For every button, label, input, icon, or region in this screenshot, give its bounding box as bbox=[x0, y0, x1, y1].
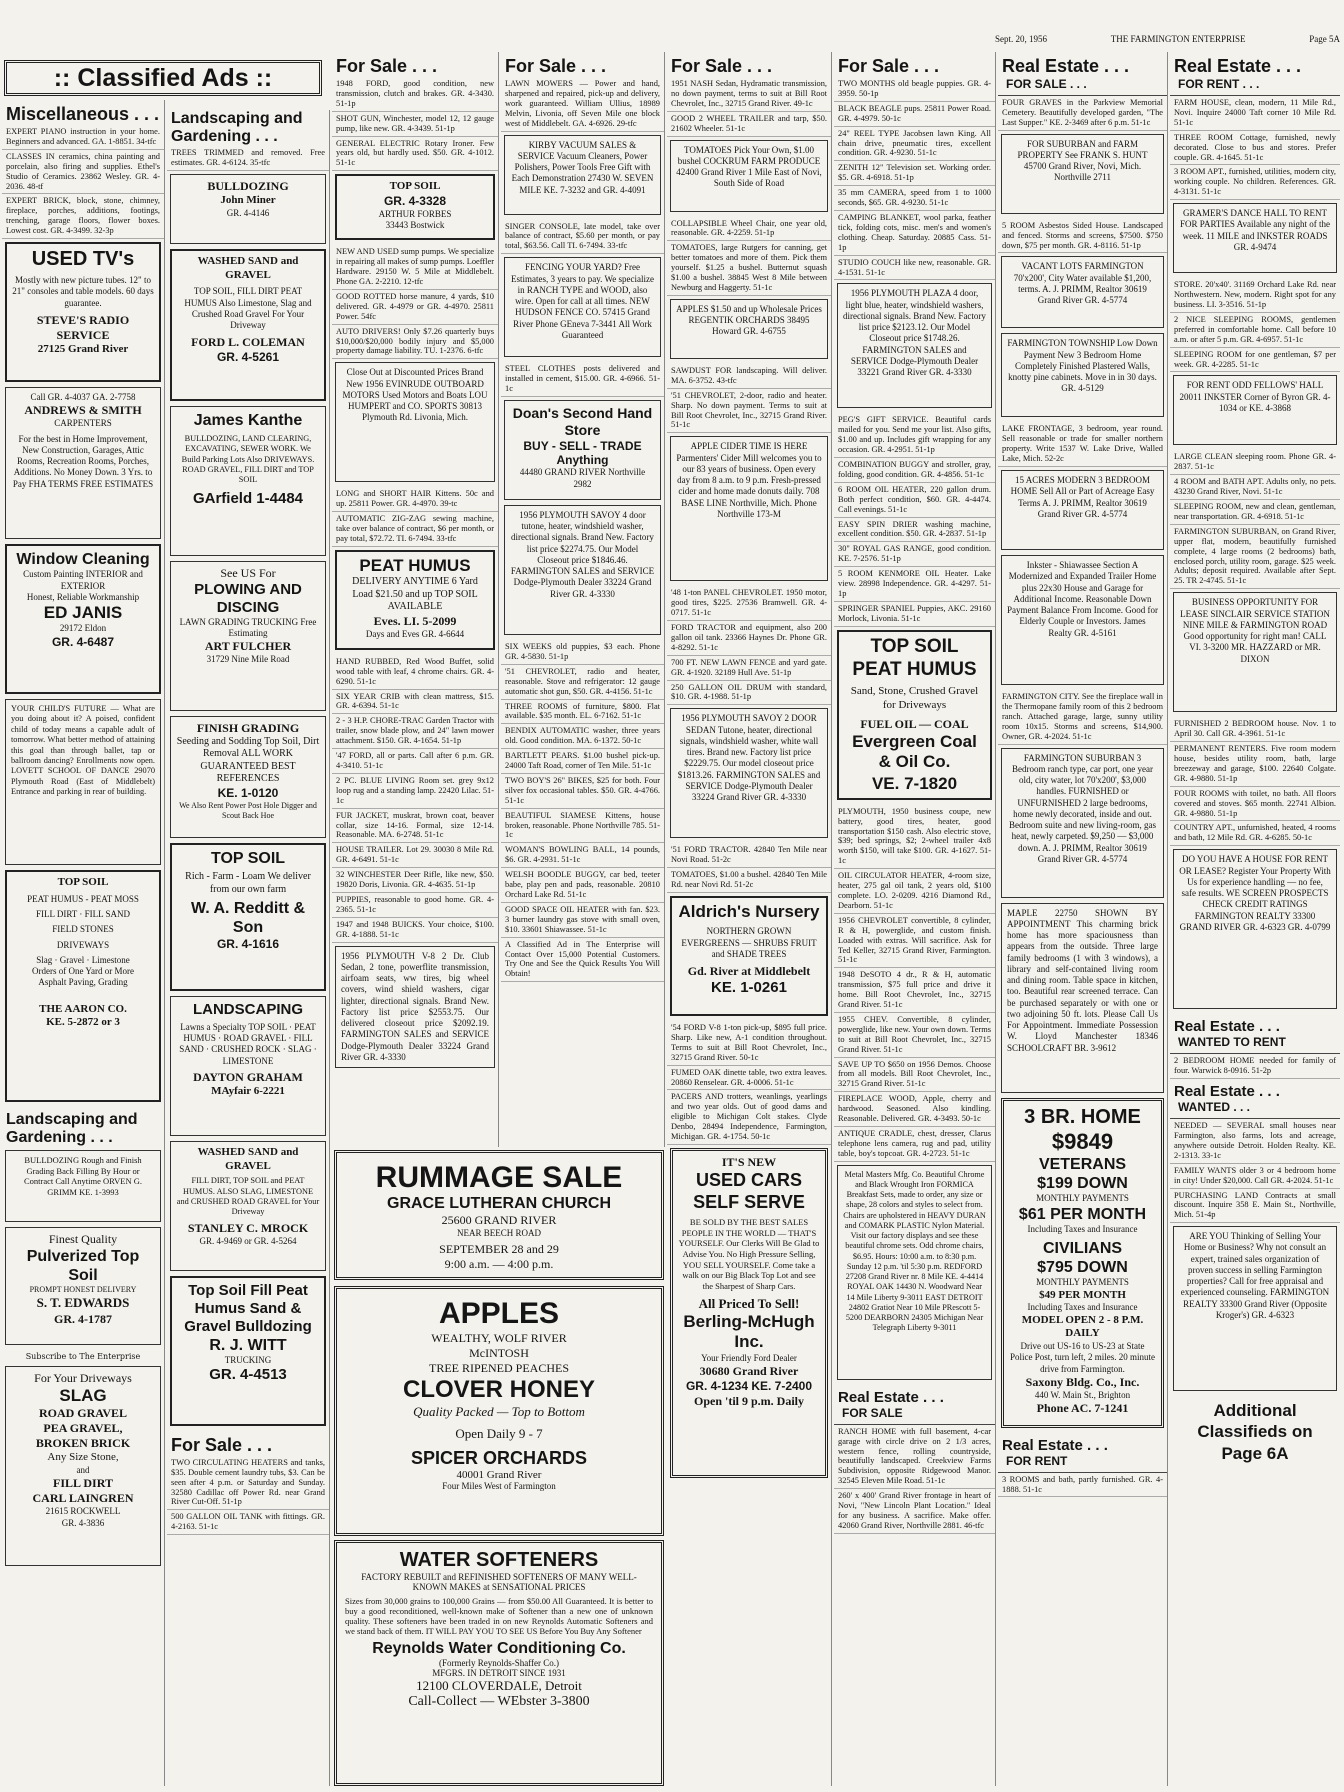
classified-ads-banner: :: Classified Ads :: bbox=[4, 60, 322, 96]
classified-item: ANTIQUE CRADLE, chest, dresser, Clarus telephone lens camera, rug and pad, utility table, boy's topcoat. GR. 4-2723. 51-1c bbox=[834, 1127, 995, 1162]
classified-item: TOMATOES, $1.00 a bushel. 42840 Ten Mile Rd. near Novi Rd. 51-2c bbox=[667, 868, 831, 893]
classified-item: EXPERT PIANO instruction in your home. Beginners and advanced. GA. 1-8851. 34-tfc bbox=[2, 125, 164, 150]
classified-item: FOUR GRAVES in the Parkview Memorial Cemetery. Beautifully developed garden, "The Last Supper." KE. 2-3469 after 6 p.m. 51-1c bbox=[998, 96, 1167, 131]
ad-cockrum-tomatoes: TOMATOES Pick Your Own, $1.00 bushel COCKRUM FARM PRODUCE 42400 Grand River 1 Mile East of Novi, South Side of Road bbox=[670, 140, 828, 212]
classified-item: SIX YEAR CRIB with clean mattress, $15. GR. 4-6394. 51-1c bbox=[332, 690, 498, 715]
classified-item: STEEL CLOTHES posts delivered and installed in cement, $15.00. GR. 4-6966. 51-1c bbox=[501, 362, 664, 397]
section-heading-landscaping-2: Landscaping and Gardening . . . bbox=[171, 110, 303, 145]
ad-aaron-co: TOP SOIL PEAT HUMUS - PEAT MOSS FILL DIRT · FILL SAND FIELD STONES DRIVEWAYS Slag · Gravel · Limestone Orders of One Yard or More Asphalt Paving, Grading THE AARON CO. KE. 5-2872 or 3 bbox=[5, 870, 161, 1102]
classified-item: TWO CIRCULATING HEATERS and tanks, $35. Double cement laundry tubs, $3. Can be seen after 4 p.m. or Saturday and Sunday. 32580 Cadillac off Power Rd. near Grand River Cut-Off. 51-1p bbox=[167, 1456, 329, 1511]
classified-item: PEG'S GIFT SERVICE. Beautiful cards mailed for you. Send me your list. Also gifts, $1.00 and up. Includes gift wrapping for any occasion. GR. 4-2951. 51-1p bbox=[834, 413, 995, 458]
ad-gramers-dance-hall: GRAMER'S DANCE HALL TO RENT FOR PARTIES Available any night of the week. 11 MILE and INKSTER ROADS GR. 4-9474 bbox=[1173, 203, 1337, 273]
classified-item: 1951 NASH Sedan, Hydramatic transmission, no down payment, terms to suit at Bill Root Chevrolet, Inc., 32715 Grand River. 49-1c bbox=[667, 77, 831, 112]
classified-item: '54 FORD V-8 1-ton pick-up, $895 full price. Sharp. Like new, A-1 condition throughout. Terms to suit at Bill Root Chevrolet, Inc., 32715 Grand River. 50-1c bbox=[667, 1021, 831, 1066]
classified-item: CAMPING BLANKET, wool parka, feather tick, folding cots, misc. men's and women's clothing. Cheap. Saturday. 20885 Cass. 51-1p bbox=[834, 211, 995, 256]
ad-evergreen-coal: TOP SOIL PEAT HUMUS Sand, Stone, Crushed Gravel for Driveways FUEL OIL — COAL Evergreen Coal & Oil Co. VE. 7-1820 bbox=[837, 630, 992, 800]
classified-item: SAWDUST FOR landscaping. Will deliver. MA. 6-3752. 43-tfc bbox=[667, 364, 831, 389]
ad-plymouth-v8: 1956 PLYMOUTH V-8 2 Dr. Club Sedan, 2 tone, powerflite transmission, airfoam seats, ww tires, big wheel covers, wind shield washers, cigar lighter, directional signals. Brand New. Factory list price $2553.75. Our delivered closeout price $2092.19. FARMINGTON SALES and SERVICE Dodge-Plymouth Dealer 33224 Grand River GR. 4-3330 bbox=[335, 946, 495, 1069]
ad-frank-hunt: FOR SUBURBAN and FARM PROPERTY See FRANK S. HUNT 45700 Grand River, Novi, Mich. Northville 2711 bbox=[1001, 134, 1164, 214]
section-heading-real-estate-wanted-rent: Real Estate . . . bbox=[1174, 1018, 1280, 1036]
page-header bbox=[995, 34, 1340, 48]
ad-farmington-suburban: FARMINGTON SUBURBAN 3 Bedroom ranch type, car port, one year old, city water, lot 70'x200', $3,000 handles. FURNISHED or UNFURNISHED 2 large bedrooms, home newly decorated, inside and out. Bedroom suite and new living-room, gas heat, newly carpeted. $9,250 — $3,000 down. A. J. PRIMM, Realtor 30619 Grand River GR. 4-5774 bbox=[1001, 748, 1164, 898]
classified-item: RANCH HOME with full basement, 4-car garage with circle drive on 2 1/3 acres, western fence, rolling countryside, beautifully landscaped. Creekview Farms Subdivision, opposite Ridgewood Manor. 32545 Eleven Mile Road. 51-1c bbox=[834, 1425, 995, 1489]
classified-item: 1948 FORD, good condition, new transmission, clutch and brakes. GR. 4-3430. 51-1p bbox=[332, 77, 498, 112]
subscribe-note: Subscribe to The Enterprise bbox=[25, 1352, 141, 1362]
classified-item: STUDIO COUCH like new, reasonable. GR. 4-1531. 51-1c bbox=[834, 256, 995, 281]
section-heading-real-estate-7: Real Estate . . . bbox=[1002, 56, 1130, 76]
ad-business-opportunity: BUSINESS OPPORTUNITY FOR LEASE SINCLAIR SERVICE STATION NINE MILE & FARMINGTON ROAD Good opportunity for right man! CALL VI. 3-3200 MR. HAZZARD or MR. DIXON bbox=[1173, 592, 1337, 712]
classified-item: SIX WEEKS old puppies, $3 each. Phone GR. 4-5830. 51-1p bbox=[501, 640, 664, 665]
ad-aldrichs-nursery: Aldrich's Nursery NORTHERN GROWN EVERGREENS — SHRUBS FRUIT and SHADE TREES Gd. River at Middlebelt KE. 1-0261 bbox=[670, 896, 828, 1016]
classified-item: HAND RUBBED, Red Wood Buffet, solid wood table with leaf, 4 chrome chairs. GR. 4-6290. 51-1c bbox=[332, 655, 498, 690]
ad-reynolds-water: WATER SOFTENERS FACTORY REBUILT and REFINISHED SOFTENERS OF MANY WELL-KNOWN MAKES at SENSATIONAL PRICES Sizes from 30,000 grains to 100,000 Grains — from $50.00 All Guaranteed. It is better to buy a good reconditioned, well-known make of Softener than a new one of unknown quality. These softeners have been traded in on new Reynolds Automatic Softeners and we stand back of them. IT WILL PAY YOU TO SEE US Before You Buy Any Softener Reynolds Water Conditioning Co. (Formerly Reynolds-Shaffer Co.) MFGRS. IN DETROIT SINCE 1931 12100 CLOVERDALE, Detroit Call-Collect — WEbster 3-3800 bbox=[334, 1540, 664, 1786]
classified-item: GOOD SPACE OIL HEATER with fan. $23. 3 burner laundry gas stove with small oven, $10. 33601 Shiawassee. 51-1c bbox=[501, 903, 664, 938]
ad-doans-store: Doan's Second Hand Store BUY - SELL - TRADE Anything 44480 GRAND RIVER Northville 2982 bbox=[504, 400, 661, 500]
section-subheading-for-rent: FOR RENT bbox=[998, 1454, 1167, 1473]
classified-item: NEEDED — SEVERAL small houses near Farmington, also farms, lots and acreage, anywhere outside Detroit. Holden Realty. KE. 2-1313. 33-1c bbox=[1170, 1119, 1340, 1164]
ad-metal-masters: Metal Masters Mfg. Co. Beautiful Chrome and Black Wrought Iron FORMICA Breakfast Sets, made to order, any size or shape, 28 colors and styles to select from. Chairs are upholstered in HEAVY DURAN and COMARK PLASTIC Nylon Material. Visit our factory displays and see these beautiful chrome sets. Odd chrome chairs, $6.95. Hours: 10:00 a.m. to 8:30 p.m. Sunday 12 p.m. 'til 5:30 p.m. REDFORD 27208 Grand River nr. 8 Mile KE. 4-4414 ROYAL OAK 14430 N. Woodward Near 14 Mile Liberty 9-3011 EAST DETROIT 24802 Gratiot Near 10 Mile PRescott 5-5200 DEARBORN 24305 Michigan Near Telegraph Liberty 9-3011 bbox=[837, 1165, 992, 1380]
classified-item: PLYMOUTH, 1950 business coupe, new battery, good tires, heater, good transportation $150 cash. Also electric stove, $39; bed springs, $2; 2-wheel trailer 4x8 worth $150, will take $100. GR. 4-1627. 51-1c bbox=[834, 805, 995, 869]
ad-redditt-top-soil: TOP SOIL Rich - Farm - Loam We deliver from our own farm W. A. Redditt & Son GR. 4-1616 bbox=[170, 843, 326, 991]
ad-spicer-orchards: APPLES WEALTHY, WOLF RIVER McINTOSH TREE RIPENED PEACHES CLOVER HONEY Quality Packed — Top to Bottom Open Daily 9 - 7 SPICER ORCHARDS 40001 Grand River Four Miles West of Farmington bbox=[334, 1286, 664, 1536]
classified-item: BEAUTIFUL SIAMESE Kittens, house broken, reasonable. Phone Northville 785. 51-1c bbox=[501, 809, 664, 844]
classified-item: 3 ROOMS and bath, partly furnished. GR. 4-1888. 51-1c bbox=[998, 1473, 1167, 1498]
classified-item: LAWN MOWERS — Power and hand, sharpened and repaired, pick-up and delivery, work guaranteed. William Ullius, 18989 Melvin, Livonia, off Seven Mile one block west of Middlebelt. GA. 4-6926. 29-tfc bbox=[501, 77, 664, 132]
ad-grimm-bulldozing: BULLDOZING Rough and Finish Grading Back Filling By Hour or Contract Call Anytime ORVEN G. GRIMM KE. 1-3993 bbox=[5, 1150, 161, 1222]
classified-item: 1948 DeSOTO 4 dr., R & H, automatic transmission, $75 full price and drive it home. Bill Root Chevrolet, Inc., 32715 Grand River. 51-1c bbox=[834, 968, 995, 1013]
ad-window-cleaning: Window Cleaning Custom Painting INTERIOR and EXTERIOR Honest, Reliable Workmanship ED JANIS 29172 Eldon GR. 4-6487 bbox=[5, 544, 161, 694]
ad-farmington-township: FARMINGTON TOWNSHIP Low Down Payment New 3 Bedroom Home Completely Finished Plastered Walls, knotty pine cabinets. Move in in 30 days. GR. 4-5129 bbox=[1001, 333, 1164, 417]
classified-item: SAVE UP TO $650 on 1956 Demos. Choose from all models. Bill Root Chevrolet, Inc., 32715 Grand River. 51-1c bbox=[834, 1058, 995, 1093]
classified-item: '51 CHEVROLET, radio and heater, reasonable. Stove and refrigerator: 12 gauge automatic shot gun, $50. GR. 4-4156. 51-1c bbox=[501, 665, 664, 700]
ad-farmington-realty-rent: DO YOU HAVE A HOUSE FOR RENT OR LEASE? Register Your Property With Us for experience handling — no fee, safe results. WE SCREEN PROSPECTS CHECK CREDIT RATINGS FARMINGTON REALTY 33300 GRAND RIVER GR. 4-6323 GR. 4-0799 bbox=[1173, 849, 1337, 1009]
ad-farmington-realty-selling: ARE YOU Thinking of Selling Your Home or Business? Why not consult an expert, trained sales organization of proven success in selling Farmington properties? Call for free appraisal and experienced counseling. FARMINGTON REALTY 33300 Grand River (Opposite Kroger's) GR. 4-6323 bbox=[1173, 1226, 1337, 1391]
classified-item: AUTO DRIVERS! Only $7.26 quarterly buys $10,000/$20,000 bodily injury and $5,000 property damage liability. TU. 1-2376. 6-tfc bbox=[332, 325, 498, 360]
classified-item: EASY SPIN DRIER washing machine, excellent condition. $50. GR. 4-2837. 51-1p bbox=[834, 518, 995, 543]
column-8 bbox=[1170, 52, 1340, 1786]
classified-item: SPRINGER SPANIEL Puppies, AKC. 29160 Morlock, Livonia. 51-1c bbox=[834, 602, 995, 627]
column-5 bbox=[667, 52, 832, 1786]
classified-item: 1947 and 1948 BUICKS. Your choice, $100. GR. 4-1888. 51-1c bbox=[332, 918, 498, 943]
classified-item: FURNISHED 2 BEDROOM house. Nov. 1 to April 30. Call GR. 4-3961. 51-1c bbox=[1170, 717, 1340, 742]
classified-item: PERMANENT RENTERS. Five room modern house, besides utility room, bath, large breezeway and garage, $100. 22640 Colgate. GR. 4-9880. 51-1p bbox=[1170, 742, 1340, 787]
ad-maple-22750: MAPLE 22750 SHOWN BY APPOINTMENT This charming brick home has more spaciousness than appears from the outside. Three large family bedrooms (1 with 3 windows), a library and self-contained living room and dining room. Table space in kitchen, too. Beautiful rear screened terrace. Can be purchased separately or with one or two adjoining 50 ft. lots. Please Call Us For Appointment. Immediate Possession W. Lloyd Manchester 18346 SCHOOLCRAFT BR. 3-9612 bbox=[1001, 903, 1164, 1093]
classified-item: GENERAL ELECTRIC Rotary Ironer. Few years old, but hardly used. $50. GR. 4-1012. 51-1c bbox=[332, 137, 498, 172]
classified-item: TREES TRIMMED and removed. Free estimates. GR. 4-6124. 35-tfc bbox=[167, 146, 329, 171]
classified-item: OIL CIRCULATOR HEATER, 4-room size, heater, 275 gal oil tank, 2 years old, $100 complete. LO. 2-0209. 4216 Diamond Rd., Dearborn. 51-1c bbox=[834, 869, 995, 914]
classified-item: 32 WINCHESTER Deer Rifle, like new, $50. 19820 Doris, Livonia. GR. 4-4635. 51-1p bbox=[332, 868, 498, 893]
classified-item: SLEEPING ROOM, new and clean, gentleman, near transportation. GR. 4-6918. 51-1c bbox=[1170, 500, 1340, 525]
classified-item: CLASSES IN ceramics, china painting and porcelain, also firing and supplies. Ethel's Studio of Ceramics. 23862 Wesley. GR. 4-2036. 48-tf bbox=[2, 150, 164, 195]
classified-item: A Classified Ad in The Enterprise will Contact Over 15,000 Potential Customers. Try One and See the Quick Results You Will Obtain! bbox=[501, 938, 664, 983]
classified-item: FOUR ROOMS with toilet, no bath. All floors covered and stoves. $65 month. 22741 Albion. GR. 4-9880. 51-1p bbox=[1170, 787, 1340, 822]
section-heading-real-estate-6: Real Estate . . . bbox=[838, 1388, 944, 1406]
ad-rummage-sale: RUMMAGE SALE GRACE LUTHERAN CHURCH 25600 GRAND RIVER NEAR BEECH ROAD SEPTEMBER 28 and 29 9:00 a.m. — 4:00 p.m. bbox=[334, 1150, 664, 1280]
ad-evinrude-outboard: Close Out at Discounted Prices Brand New 1956 EVINRUDE OUTBOARD MOTORS Used Motors and Boats LOU HUMPERT and CO. SPORTS 30813 Plymouth Rd. Livonia, Mich. bbox=[335, 362, 495, 482]
section-subheading-wanted-to-rent: WANTED TO RENT bbox=[1170, 1035, 1340, 1054]
classified-item: 500 GALLON OIL TANK with fittings. GR. 4-2163. 51-1c bbox=[167, 1510, 329, 1535]
classified-item: EXPERT BRICK, block, stone, chimney, fireplace, porches, additions, footings, trenching, garage floors, flower boxes. Lowest cost. GR. 4-3499. 32-3p bbox=[2, 194, 164, 239]
classified-item: 2 BEDROOM HOME needed for family of four. Warwick 8-0916. 51-2p bbox=[1170, 1054, 1340, 1079]
section-subheading-wanted: WANTED . . . bbox=[1170, 1100, 1340, 1119]
classified-item: COLLAPSIBLE Wheel Chair, one year old, reasonable. GR. 4-2259. 51-1p bbox=[667, 217, 831, 242]
classified-item: '47 FORD, all or parts. Call after 6 p.m. GR. 4-3410. 51-1c bbox=[332, 749, 498, 774]
section-subheading-for-rent-8: FOR RENT . . . bbox=[1170, 77, 1340, 96]
column-6 bbox=[834, 52, 996, 1786]
classified-item: 30" ROYAL GAS RANGE, good condition. KE. 7-2576. 51-1p bbox=[834, 542, 995, 567]
ad-kirby-vacuum: KIRBY VACUUM SALES & SERVICE Vacuum Cleaners, Power Polishers, Power Tools Free Gift with Each Demonstration 27430 W. SEVEN MILE KE. 7-3232 and GR. 4-4091 bbox=[504, 135, 661, 215]
classified-item: THREE ROOMS of furniture, $800. Flat available. $35 month. EL. 6-7162. 51-1c bbox=[501, 700, 664, 725]
page-number: Page 5A bbox=[1309, 34, 1340, 44]
ad-john-miner: BULLDOZING John Miner GR. 4-4146 bbox=[170, 174, 326, 244]
classified-item: WELSH BOODLE BUGGY, car bed, teeter babe, play pen and pads, reasonable. 20810 Orchard Lake Rd. 51-1c bbox=[501, 868, 664, 903]
ad-dance-school: YOUR CHILD'S FUTURE — What are you doing about it? A poised, confident child of today means a capable adult of tomorrow. What better method of attaining this goal than through ballet, tap or ballroom dancing? Enrollments now open. LOVETT SCHOOL OF DANCE 29070 Plymouth Road (East of Middlebelt) Entrance and parking in rear of building. bbox=[5, 699, 161, 865]
ad-regentik-apples: APPLES $1.50 and up Wholesale Prices REGENTIK ORCHARDS 38495 Howard GR. 4-6755 bbox=[670, 299, 828, 359]
section-heading-landscaping: Landscaping and Gardening . . . bbox=[6, 1111, 138, 1147]
classified-item: 24" REEL TYPE Jacobsen lawn King. All chain drive, pneumatic tires, excellent condition. GR. 4-9230. 51-1c bbox=[834, 127, 995, 162]
classified-item: 2 - 3 H.P. CHORE-TRAC Garden Tractor with trailer, snow blade plow, and 24" lawn mower attachment. $150. GR. 4-1654. 51-1p bbox=[332, 714, 498, 749]
column-2 bbox=[167, 110, 330, 1786]
additional-classifieds-note: Additional Classifieds on Page 6A bbox=[1197, 1401, 1313, 1463]
classified-item: PACERS AND trotters, weanlings, yearlings and two year olds. Out of good dams and eligible to Michigan Colt stakes. Clyde Denbo, 28494 Independence, Farmington, Michigan. GR. 4-1754. 50-1c bbox=[667, 1090, 831, 1145]
classified-item: '51 FORD TRACTOR. 42840 Ten Mile near Novi Road. 51-2c bbox=[667, 843, 831, 868]
classified-item: GOOD 2 WHEEL TRAILER and tarp, $50. 21602 Wheeler. 51-1c bbox=[667, 112, 831, 137]
ad-apple-cider: APPLE CIDER TIME IS HERE Parmenters' Cider Mill welcomes you to our 83 years of business. Open every day from 8 a.m. to 9 p.m. Fresh-pressed cider and home made donuts daily. 708 BASE LINE Northville, Mich. Phone Northville 173-M bbox=[670, 436, 828, 581]
classified-item: BLACK BEAGLE pups. 25811 Power Road. GR. 4-4979. 50-1c bbox=[834, 102, 995, 127]
classified-item: BARTLETT PEARS. $1.00 bushel pick-up. 24000 Taft Road, corner of Ten Mile. 51-1c bbox=[501, 749, 664, 774]
classified-item: 1956 CHEVROLET convertible, 8 cylinder, R & H, powerglide, and custom finish. Loaded with extras. Will sacrifice. Ask for Ted Keller, 32715 Grand River, Farmington. 51-1c bbox=[834, 914, 995, 969]
section-heading-for-sale-4: For Sale . . . bbox=[505, 56, 607, 76]
classified-item: LONG and SHORT HAIR Kittens. 50c and up. 25811 Power. GR. 4-4970. 39-tc bbox=[332, 487, 498, 512]
section-heading-for-sale-3: For Sale . . . bbox=[336, 56, 438, 76]
column-3 bbox=[332, 52, 499, 1147]
classified-item: LAKE FRONTAGE, 3 bedroom, year round. Sell reasonable or trade for smaller northern property. Write 1537 W. Lake Drive, Walled Lake, Mich. 52-2c bbox=[998, 422, 1167, 467]
classified-item: FIREPLACE WOOD, Apple, cherry and hardwood. Seasoned. Also kindling. Reasonable. Delivered. GR. 4-3493. 50-1c bbox=[834, 1092, 995, 1127]
ad-saxony-homes: 3 BR. HOME $9849 VETERANS $199 DOWN MONTHLY PAYMENTS $61 PER MONTH Including Taxes and Insurance CIVILIANS $795 DOWN MONTHLY PAYMENTS $49 PER MONTH Including Taxes and Insurance MODEL OPEN 2 - 8 P.M. DAILY Drive out US-16 to US-23 at State Police Post, turn left, 2 miles. 20 minute drive from Farmington. Saxony Bldg. Co., Inc. 440 W. Main St., Brighton Phone AC. 7-1241 bbox=[1001, 1098, 1164, 1428]
classified-item: LARGE CLEAN sleeping room. Phone GR. 4-2837. 51-1c bbox=[1170, 450, 1340, 475]
classified-item: PURCHASING LAND Contracts at small discount. Inquire 358 E. Main St., Northville, Mich. 51-4p bbox=[1170, 1189, 1340, 1224]
ad-dayton-graham: LANDSCAPING Lawns a Specialty TOP SOIL · PEAT HUMUS · ROAD GRAVEL · FILL SAND · CRUSHED ROCK · SLAG · LIMESTONE DAYTON GRAHAM MAyfair 6-2221 bbox=[170, 996, 326, 1136]
ad-james-kanthe: James Kanthe BULLDOZING, LAND CLEARING, EXCAVATING, SEWER WORK. We Build Parking Lots Also DRIVEWAYS. ROAD GRAVEL, FILL DIRT and TOP SOIL GArfield 1-4484 bbox=[170, 406, 326, 556]
classified-item: HOUSE TRAILER. Lot 29. 30030 8 Mile Rd. GR. 4-6491. 51-1c bbox=[332, 843, 498, 868]
classified-item: '48 1-ton PANEL CHEVROLET. 1950 motor, good tires, $225. 27536 Bramwell. GR. 4-0717. 51-1c bbox=[667, 586, 831, 621]
ad-pulverized-top-soil: Finest Quality Pulverized Top Soil PROMPT HONEST DELIVERY S. T. EDWARDS GR. 4-1787 bbox=[5, 1227, 161, 1345]
ad-berling-mchugh: IT'S NEW USED CARS SELF SERVE BE SOLD BY THE BEST SALES PEOPLE IN THE WORLD — THAT'S YOURSELF. Our Clerks Will Be Glad to Advise You. No High Pressure Selling, YOU SELL YOURSELF. Come take a walk on our Big Black Top Lot and see the Sharpest of Sharp Cars. All Priced To Sell! Berling-McHugh Inc. Your Friendly Ford Dealer 30680 Grand River GR. 4-1234 KE. 7-2400 Open 'til 9 p.m. Daily bbox=[670, 1148, 828, 1478]
column-7 bbox=[998, 52, 1168, 1786]
classified-item: SINGER CONSOLE, late model, take over balance of contract, $5.60 per month, or pay total, $63.56. Call TI. 6-7494. 33-tfc bbox=[501, 220, 664, 255]
classified-item: SLEEPING ROOM for one gentleman, $7 per week. GR. 4-2285. 51-1c bbox=[1170, 348, 1340, 373]
ad-peat-humus: PEAT HUMUS DELIVERY ANYTIME 6 Yard Load $21.50 and up TOP SOIL AVAILABLE Eves. LI. 5-2099 Days and Eves GR. 4-6644 bbox=[335, 550, 495, 650]
ad-inkster-shiawassee: Inkster - Shiawassee Section A Modernized and Expanded Trailer Home plus 22x30 House and Garage for Additional Income. Reasonable Down Payment Balance From Income. Good for Elderly Couple or Investors. James Realty GR. 4-5161 bbox=[1001, 555, 1164, 685]
ad-used-tvs: USED TV's Mostly with new picture tubes. 12" to 21" consoles and table models. 60 days guarantee. STEVE'S RADIO SERVICE 27125 Grand River bbox=[5, 242, 161, 382]
classified-item: TWO BOY'S 26" BIKES, $25 for both. Four silver fox occasional tables. $50. GR. 4-4766. 51-1c bbox=[501, 774, 664, 809]
classified-item: 260' x 400' Grand River frontage in heart of Novi, "New Lincoln Plant Location." Ideal for any business. A sacrifice. Make offer. 42060 Grand River, Northville 2881. 46-tfc bbox=[834, 1489, 995, 1534]
ad-15-acres: 15 ACRES MODERN 3 BEDROOM HOME Sell All or Part of Acreage Easy Terms A. J. PRIMM, Realtor 30619 Grand River GR. 4-5774 bbox=[1001, 470, 1164, 550]
ad-plymouth-savoy-2dr: 1956 PLYMOUTH SAVOY 2 DOOR SEDAN Tutone, heater, directional signals, windshield washer, white wall tires. Brand new. Factory list price $2229.75. Our model closeout price $1813.26. FARMINGTON SALES and SERVICE Dodge-Plymouth Dealer 33224 Grand River GR. 4-3330 bbox=[670, 708, 828, 838]
ad-rj-witt: Top Soil Fill Peat Humus Sand & Gravel Bulldozing R. J. WITT TRUCKING GR. 4-4513 bbox=[170, 1276, 326, 1426]
page-date: Sept. 20, 1956 bbox=[995, 34, 1048, 44]
classified-item: 35 mm CAMERA, speed from 1 to 1000 seconds, $65. GR. 4-9230. 51-1c bbox=[834, 186, 995, 211]
classified-item: 1955 CHEV. Convertible, 8 cylinder, powerglide, like new. Your own down. Terms to suit at Bill Root Chevrolet, Inc., 32715 Grand River. 51-1c bbox=[834, 1013, 995, 1058]
classified-item: 700 FT. NEW LAWN FENCE and yard gate. GR. 4-1920. 32189 Hull Ave. 51-1p bbox=[667, 656, 831, 681]
ad-finish-grading: FINISH GRADING Seeding and Sodding Top Soil, Dirt Removal ALL WORK GUARANTEED BEST REFERENCES KE. 1-0120 We Also Rent Power Post Hole Digger and Scout Back Hoe bbox=[170, 716, 326, 838]
ad-new-hudson-fence: FENCING YOUR YARD? Free Estimates, 3 years to pay. We specialize in RANCH TYPE and WOOD, also wire. Open for call at all times. NEW HUDSON FENCE CO. 57415 Grand River Phone GEneva 7-3441 All Work Guaranteed bbox=[504, 257, 661, 357]
section-subheading-for-sale-7: FOR SALE . . . bbox=[998, 77, 1167, 96]
classified-item: 5 ROOM Asbestos Sided House. Landscaped and fenced. Storms and screens, $7500. $750 down, $75 per month. GR. 4-8116. 51-1p bbox=[998, 219, 1167, 254]
classified-item: 6 ROOM OIL HEATER, 220 gallon drum. Both perfect condition, $60. GR. 4-4474. Call evenings. 51-1c bbox=[834, 483, 995, 518]
classified-item: 5 ROOM KENMORE OIL Heater. Lake view. 28998 Independence. GR. 4-4297. 51-1p bbox=[834, 567, 995, 602]
classified-item: 3 ROOM APT., furnished, utilities, modern city, working couple. No children. References. GR. 4-3131. 51-1c bbox=[1170, 165, 1340, 200]
classified-item: NEW AND USED sump pumps. We specialize in repairing all makes of sump pumps. Loeffler Hardware. 29150 W. 5 Mile at Middlebelt. Phone GA. 2-2210. 12-tfc bbox=[332, 245, 498, 290]
classified-item: WOMAN'S BOWLING BALL, 14 pounds, $6. GR. 4-2931. 51-1c bbox=[501, 843, 664, 868]
classified-item: FUMED OAK dinette table, two extra leaves. 20860 Renselear. GR. 4-0006. 51-1c bbox=[667, 1066, 831, 1091]
section-heading-for-sale-5: For Sale . . . bbox=[671, 56, 773, 76]
classified-item: 4 ROOM and BATH APT. Adults only, no pets. 43230 Grand River, Novi. 51-1c bbox=[1170, 475, 1340, 500]
classified-item: FARMINGTON CITY. See the fireplace wall in the Thermopane family room of this 2 bedroom ranch. Attached garage, large, sunny utility room 10x15. Storms and screens, $14,900. Owner, GR. 4-2024. 51-1c bbox=[998, 690, 1167, 745]
section-subheading-for-sale: FOR SALE bbox=[834, 1406, 995, 1425]
classified-item: 2 PC. BLUE LIVING Room set. grey 9x12 loop rug and a standing lamp. 22420 Lilac. 51-1c bbox=[332, 774, 498, 809]
classified-item: TWO MONTHS old beagle puppies. GR. 4-3959. 50-1p bbox=[834, 77, 995, 102]
ad-vacant-lots: VACANT LOTS FARMINGTON 70'x200', City Water available $1,200, terms. A. J. PRIMM, Realtor 30619 Grand River GR. 4-5774 bbox=[1001, 256, 1164, 328]
ad-coleman-sand-gravel: WASHED SAND and GRAVEL TOP SOIL, FILL DIRT PEAT HUMUS Also Limestone, Slag and Crushed Road Gravel For Your Driveway FORD L. COLEMAN GR. 4-5261 bbox=[170, 249, 326, 401]
column-4 bbox=[501, 52, 665, 1147]
ad-plymouth-savoy-4dr: 1956 PLYMOUTH SAVOY 4 door tutone, heater, windshield washer, directional signals. Brand New. Factory list price $2274.75. Our Model Closeout price $1846.46. FARMINGTON SALES and SERVICE Dodge-Plymouth Dealer 33224 Grand River GR. 4-3330 bbox=[504, 505, 661, 635]
ad-plymouth-plaza: 1956 PLYMOUTH PLAZA 4 door, light blue, heater, windshield washers, directional signals. Brand New. Factory list price $2123.12. Our Model Closeout price $1748.26. FARMINGTON SALES and SERVICE Dodge-Plymouth Dealer 33221 Grand River GR. 4-3330 bbox=[837, 283, 992, 408]
classified-item: FARM HOUSE, clean, modern, 11 Mile Rd., Novi. Inquire 24000 Taft corner 10 Mile Rd. 51-1c bbox=[1170, 96, 1340, 131]
classified-item: BENDIX AUTOMATIC washer, three years old. Good condition. MA. 6-1372. 50-1c bbox=[501, 724, 664, 749]
ad-odd-fellows-hall: FOR RENT ODD FELLOWS' HALL 20011 INKSTER Corner of Byron GR. 4-1034 or KE. 4-3868 bbox=[1173, 375, 1337, 445]
section-heading-real-estate-8: Real Estate . . . bbox=[1174, 56, 1302, 76]
classified-item: STORE. 20'x40'. 31169 Orchard Lake Rd. near Northwestern. New, modern. Right spot for any business. LI. 3-3516. 51-1p bbox=[1170, 278, 1340, 313]
classified-item: FUR JACKET, muskrat, brown coat, beaver collar, size 14-16. Formal, size 12-14. Reasonable. MA. 6-2748. 51-1c bbox=[332, 809, 498, 844]
section-heading-real-estate-rent: Real Estate . . . bbox=[1002, 1436, 1108, 1454]
classified-item: COUNTRY APT., unfurnished, heated, 4 rooms and bath, 12 Mile Rd. GR. 4-6285. 50-1c bbox=[1170, 821, 1340, 846]
classified-item: FARMINGTON SUBURBAN, on Grand River, upper flat, modern, beautifully furnished complete, 4 large rooms (2 bedrooms) bath, enclosed porch, utility room, garage. $25 week. Adults; deposit required. Available after Sept. 25. TR 2-4745. 51-1c bbox=[1170, 525, 1340, 589]
section-heading-real-estate-wanted: Real Estate . . . bbox=[1174, 1083, 1280, 1101]
classified-item: ZENITH 12" Television set. Working order. $5. GR. 4-6918. 51-1p bbox=[834, 161, 995, 186]
paper-name: THE FARMINGTON ENTERPRISE bbox=[1110, 34, 1246, 44]
section-heading-for-sale: For Sale . . . bbox=[171, 1434, 273, 1455]
ad-mrock-sand-gravel: WASHED SAND and GRAVEL FILL DIRT, TOP SOIL and PEAT HUMUS. ALSO SLAG, LIMESTONE and CRUSHED ROAD GRAVEL for Your Driveway STANLEY C. MROCK GR. 4-9469 or GR. 4-5264 bbox=[170, 1141, 326, 1271]
ad-laingren-slag: For Your Driveways SLAG ROAD GRAVEL PEA GRAVEL, BROKEN BRICK Any Size Stone, and FILL DIRT CARL LAINGREN 21615 ROCKWELL GR. 4-3836 bbox=[5, 1366, 161, 1566]
classified-item: FORD TRACTOR and equipment, also 200 gallon oil tank. 23366 Haynes Dr. Phone GR. 4-8292. 51-1c bbox=[667, 621, 831, 656]
classified-item: TOMATOES, large Rutgers for canning, get better tomatoes and more of them. Pick them yourself. $1.25 a bushel. Butternut squash $1.00 a bushel. 38845 West 8 Mile between Newburg and Haggerty. 51-1c bbox=[667, 241, 831, 296]
classified-item: SHOT GUN, Winchester, model 12, 12 gauge pump, like new. GR. 4-3439. 51-1p bbox=[332, 112, 498, 137]
ad-art-fulcher: See US For PLOWING AND DISCING LAWN GRADING TRUCKING Free Estimating ART FULCHER 31729 Nine Mile Road bbox=[170, 561, 326, 711]
classified-item: '51 CHEVROLET, 2-door, radio and heater. Sharp. No down payment. Terms to suit at Bill Root Chevrolet, Inc., 32715 Grand River. 51-1c bbox=[667, 389, 831, 434]
classified-item: 2 NICE SLEEPING ROOMS, gentlemen preferred in comfortable home. Call before 10 a.m. or after 5 p.m. GR. 4-6957. 51-1c bbox=[1170, 313, 1340, 348]
ad-andrews-smith: Call GR. 4-4037 GA. 2-7758 ANDREWS & SMITH CARPENTERS For the best in Home Improvement, New Construction, Garages, Attic Rooms, Recreation Rooms, Porches, Additions. No Money Down. 3 Yrs. to Pay FHA TERMS FREE ESTIMATES bbox=[5, 387, 161, 539]
section-heading-miscellaneous: Miscellaneous . . . bbox=[6, 104, 160, 124]
classified-item: COMBINATION BUGGY and stroller, gray, folding, good condition. GR. 4-4856. 51-1c bbox=[834, 458, 995, 483]
classified-item: THREE ROOM Cottage, furnished, newly decorated. Close to bus and stores. Prefer couple. GR. 4-1645. 51-1c bbox=[1170, 131, 1340, 166]
classified-item: 250 GALLON OIL DRUM with standard, $10. GR. 4-1988. 51-1p bbox=[667, 681, 831, 706]
classified-item: PUPPIES, reasonable to good home. GR. 4-2365. 51-1c bbox=[332, 893, 498, 918]
classified-item: GOOD ROTTED horse manure, 4 yards, $10 delivered. GR. 4-4979 or GR. 4-4970. 25811 Power. 54fc bbox=[332, 290, 498, 325]
classified-item: AUTOMATIC ZIG-ZAG sewing machine, take over balance of contract, $6 per month, or pay total, $72.72. TI. 6-7494. 33-tfc bbox=[332, 512, 498, 547]
ad-arthur-forbes: TOP SOIL GR. 4-3328 ARTHUR FORBES 33443 Bostwick bbox=[335, 174, 495, 240]
column-1 bbox=[2, 100, 165, 1786]
section-heading-for-sale-6: For Sale . . . bbox=[838, 56, 940, 76]
classified-item: FAMILY WANTS older 3 or 4 bedroom home in city! Under $20,000. Call GR. 4-2024. 51-1c bbox=[1170, 1164, 1340, 1189]
